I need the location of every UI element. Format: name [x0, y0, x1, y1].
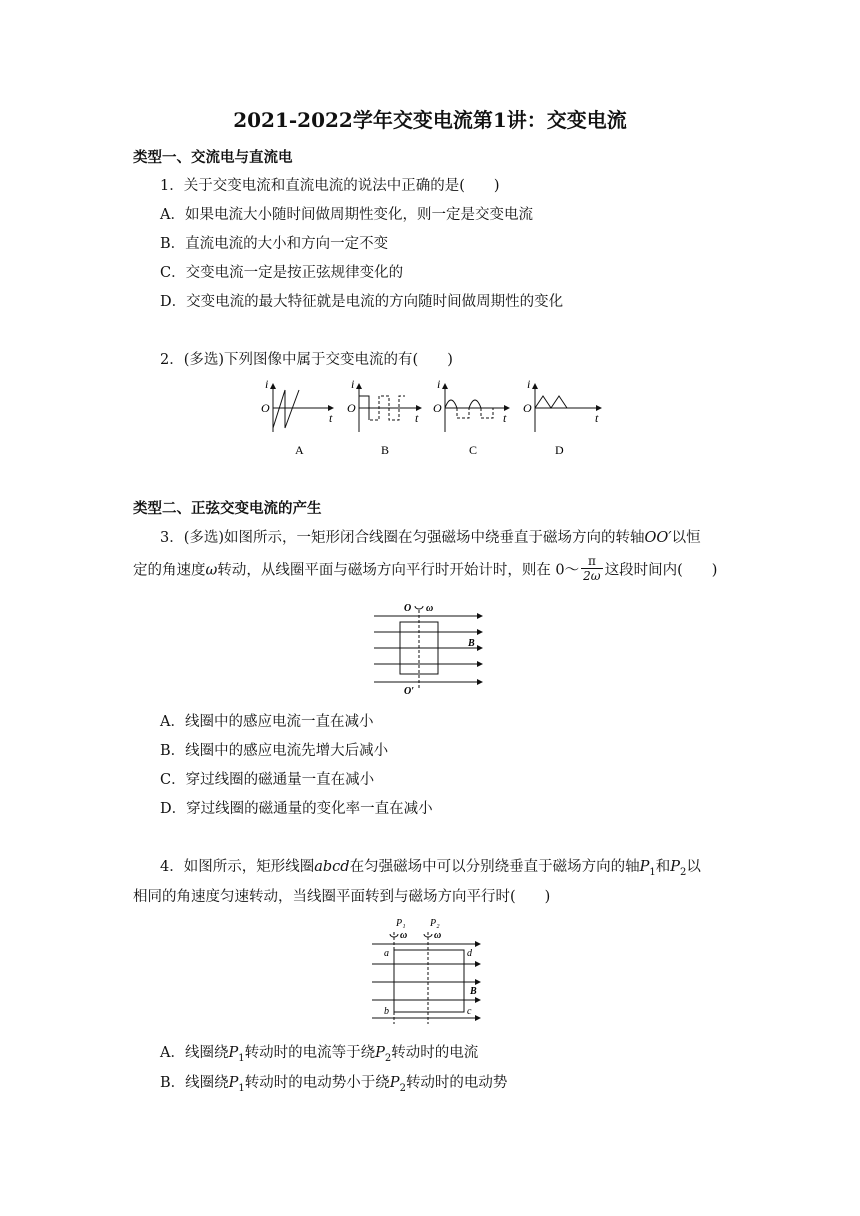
q4-fig-omega-2: ω [434, 930, 442, 941]
question-3-stem-line1 [160, 526, 701, 547]
question-1-option-d: D．交变电流的最大特征就是电流的方向随时间做周期性的变化 [160, 294, 564, 310]
q3-fig-omega: ω [426, 603, 434, 614]
question-1-option-b: B．直流电流的大小和方向一定不变 [160, 236, 389, 252]
question-3-stem-line2 [133, 556, 717, 585]
q4-b-p1-sub: 1 [238, 1082, 245, 1094]
q4-fig-c: c [467, 1006, 472, 1017]
graph-b-i-label: i [351, 377, 355, 391]
q4-a-text-1: A．线圈绕 [160, 1045, 229, 1061]
q4-p2: P [670, 859, 680, 875]
q3-omega: ω [205, 562, 218, 579]
q4-b-p1: P [228, 1075, 239, 1091]
question-4-figure [368, 914, 486, 1026]
graph-a-origin: O [261, 401, 270, 415]
q3-fig-bottom-label: O′ [404, 686, 415, 696]
q4-coil: abcd [314, 859, 350, 875]
question-2-stem: 2．(多选)下列图像中属于交变电流的有( ) [160, 352, 453, 368]
q3-axis: OO′ [644, 530, 672, 546]
section-heading-2: 类型二、正弦交变电流的产生 [133, 500, 322, 517]
q4-fig-a: a [384, 948, 389, 959]
question-1-option-c: C．交变电流一定是按正弦规律变化的 [160, 265, 404, 281]
question-3-option-b: B．线圈中的感应电流先增大后减小 [160, 743, 389, 759]
graph-d-origin: O [523, 401, 532, 415]
q4-p1: P [639, 859, 650, 875]
q4-p1-sub: 1 [649, 866, 656, 878]
graph-b-t-label: t [415, 411, 419, 425]
graph-b-label: B [381, 443, 390, 457]
q3-fig-top-label: O [404, 603, 412, 614]
q3-frac-num: π [581, 554, 602, 569]
graph-d-label: D [555, 443, 564, 457]
q4-text-3: 以 [686, 859, 701, 875]
q3-text-3: 定的角速度 [133, 562, 206, 579]
graph-a-t-label: t [329, 411, 333, 425]
q4-fig-p2: P₂ [430, 918, 440, 929]
q4-b-text-3: 转动时的电动势 [405, 1075, 508, 1091]
graph-c [433, 377, 509, 457]
graph-b [347, 377, 421, 457]
question-4-option-a [160, 1041, 478, 1064]
q3-frac-den: 2ω [583, 569, 601, 583]
question-3-option-c: C．穿过线圈的磁通量一直在减小 [160, 772, 375, 788]
q4-a-p1-sub: 1 [238, 1052, 245, 1064]
graph-c-i-label: i [437, 377, 441, 391]
graph-a [261, 377, 333, 457]
q4-fig-field: B [470, 986, 477, 997]
q4-p2-sub: 2 [679, 866, 687, 878]
q3-fraction [581, 554, 602, 583]
q4-b-p2-sub: 2 [399, 1082, 406, 1094]
q4-a-text-2: 转动时的电流等于绕 [244, 1045, 376, 1061]
q4-text-2: 在匀强磁场中可以分别绕垂直于磁场方向的轴 [349, 859, 640, 875]
q4-a-p2: P [375, 1045, 385, 1061]
q4-a-text-3: 转动时的电流 [391, 1045, 479, 1061]
graph-c-t-label: t [503, 411, 507, 425]
coil-abcd [394, 950, 464, 1012]
q4-fig-p1: P₁ [396, 918, 406, 929]
graph-d [523, 377, 601, 457]
question-4-stem-line2: 相同的角速度匀速转动，当线圈平面转到与磁场方向平行时( ) [133, 889, 551, 905]
q3-text-2: 以恒 [671, 530, 701, 546]
q4-fig-d: d [467, 948, 472, 959]
q3-text-5: 这段时间内( ) [604, 562, 718, 579]
page-title: 2021-2022学年交变电流第1讲：交变电流 [233, 108, 627, 132]
q4-a-p2-sub: 2 [384, 1052, 392, 1064]
question-2-graphs [255, 376, 615, 462]
graph-c-label: C [469, 443, 478, 457]
q4-fig-omega-1: ω [400, 930, 408, 941]
question-3-option-d: D．穿过线圈的磁通量的变化率一直在减小 [160, 801, 433, 817]
question-4-stem-line1 [160, 855, 701, 878]
q4-b-text-2: 转动时的电动势小于绕 [244, 1075, 390, 1091]
q4-b-text-1: B．线圈绕 [160, 1075, 229, 1091]
q4-and: 和 [655, 859, 671, 875]
question-1-stem: 1．关于交变电流和直流电流的说法中正确的是( ) [160, 178, 500, 194]
q4-a-p1: P [228, 1045, 239, 1061]
graph-a-label: A [295, 443, 304, 457]
q3-text-4: 转动，从线圈平面与磁场方向平行时开始计时，则在 0～ [217, 562, 580, 579]
q4-b-p2: P [389, 1075, 400, 1091]
q3-text-1: 3．(多选)如图所示，一矩形闭合线圈在匀强磁场中绕垂直于磁场方向的转轴 [160, 530, 645, 546]
question-3-option-a: A．线圈中的感应电流一直在减小 [160, 714, 374, 730]
graph-c-origin: O [433, 401, 442, 415]
graph-d-i-label: i [527, 377, 531, 391]
question-4-option-b [160, 1071, 507, 1094]
graph-d-t-label: t [595, 411, 599, 425]
question-3-figure [370, 602, 490, 696]
section-heading-1: 类型一、交流电与直流电 [133, 149, 293, 166]
q4-text-1: 4．如图所示，矩形线圈 [160, 859, 315, 875]
q4-fig-b: b [384, 1006, 389, 1017]
graph-a-i-label: i [265, 377, 269, 391]
graph-b-origin: O [347, 401, 356, 415]
q3-fig-field: B [468, 638, 475, 649]
question-1-option-a: A．如果电流大小随时间做周期性变化，则一定是交变电流 [160, 207, 533, 223]
